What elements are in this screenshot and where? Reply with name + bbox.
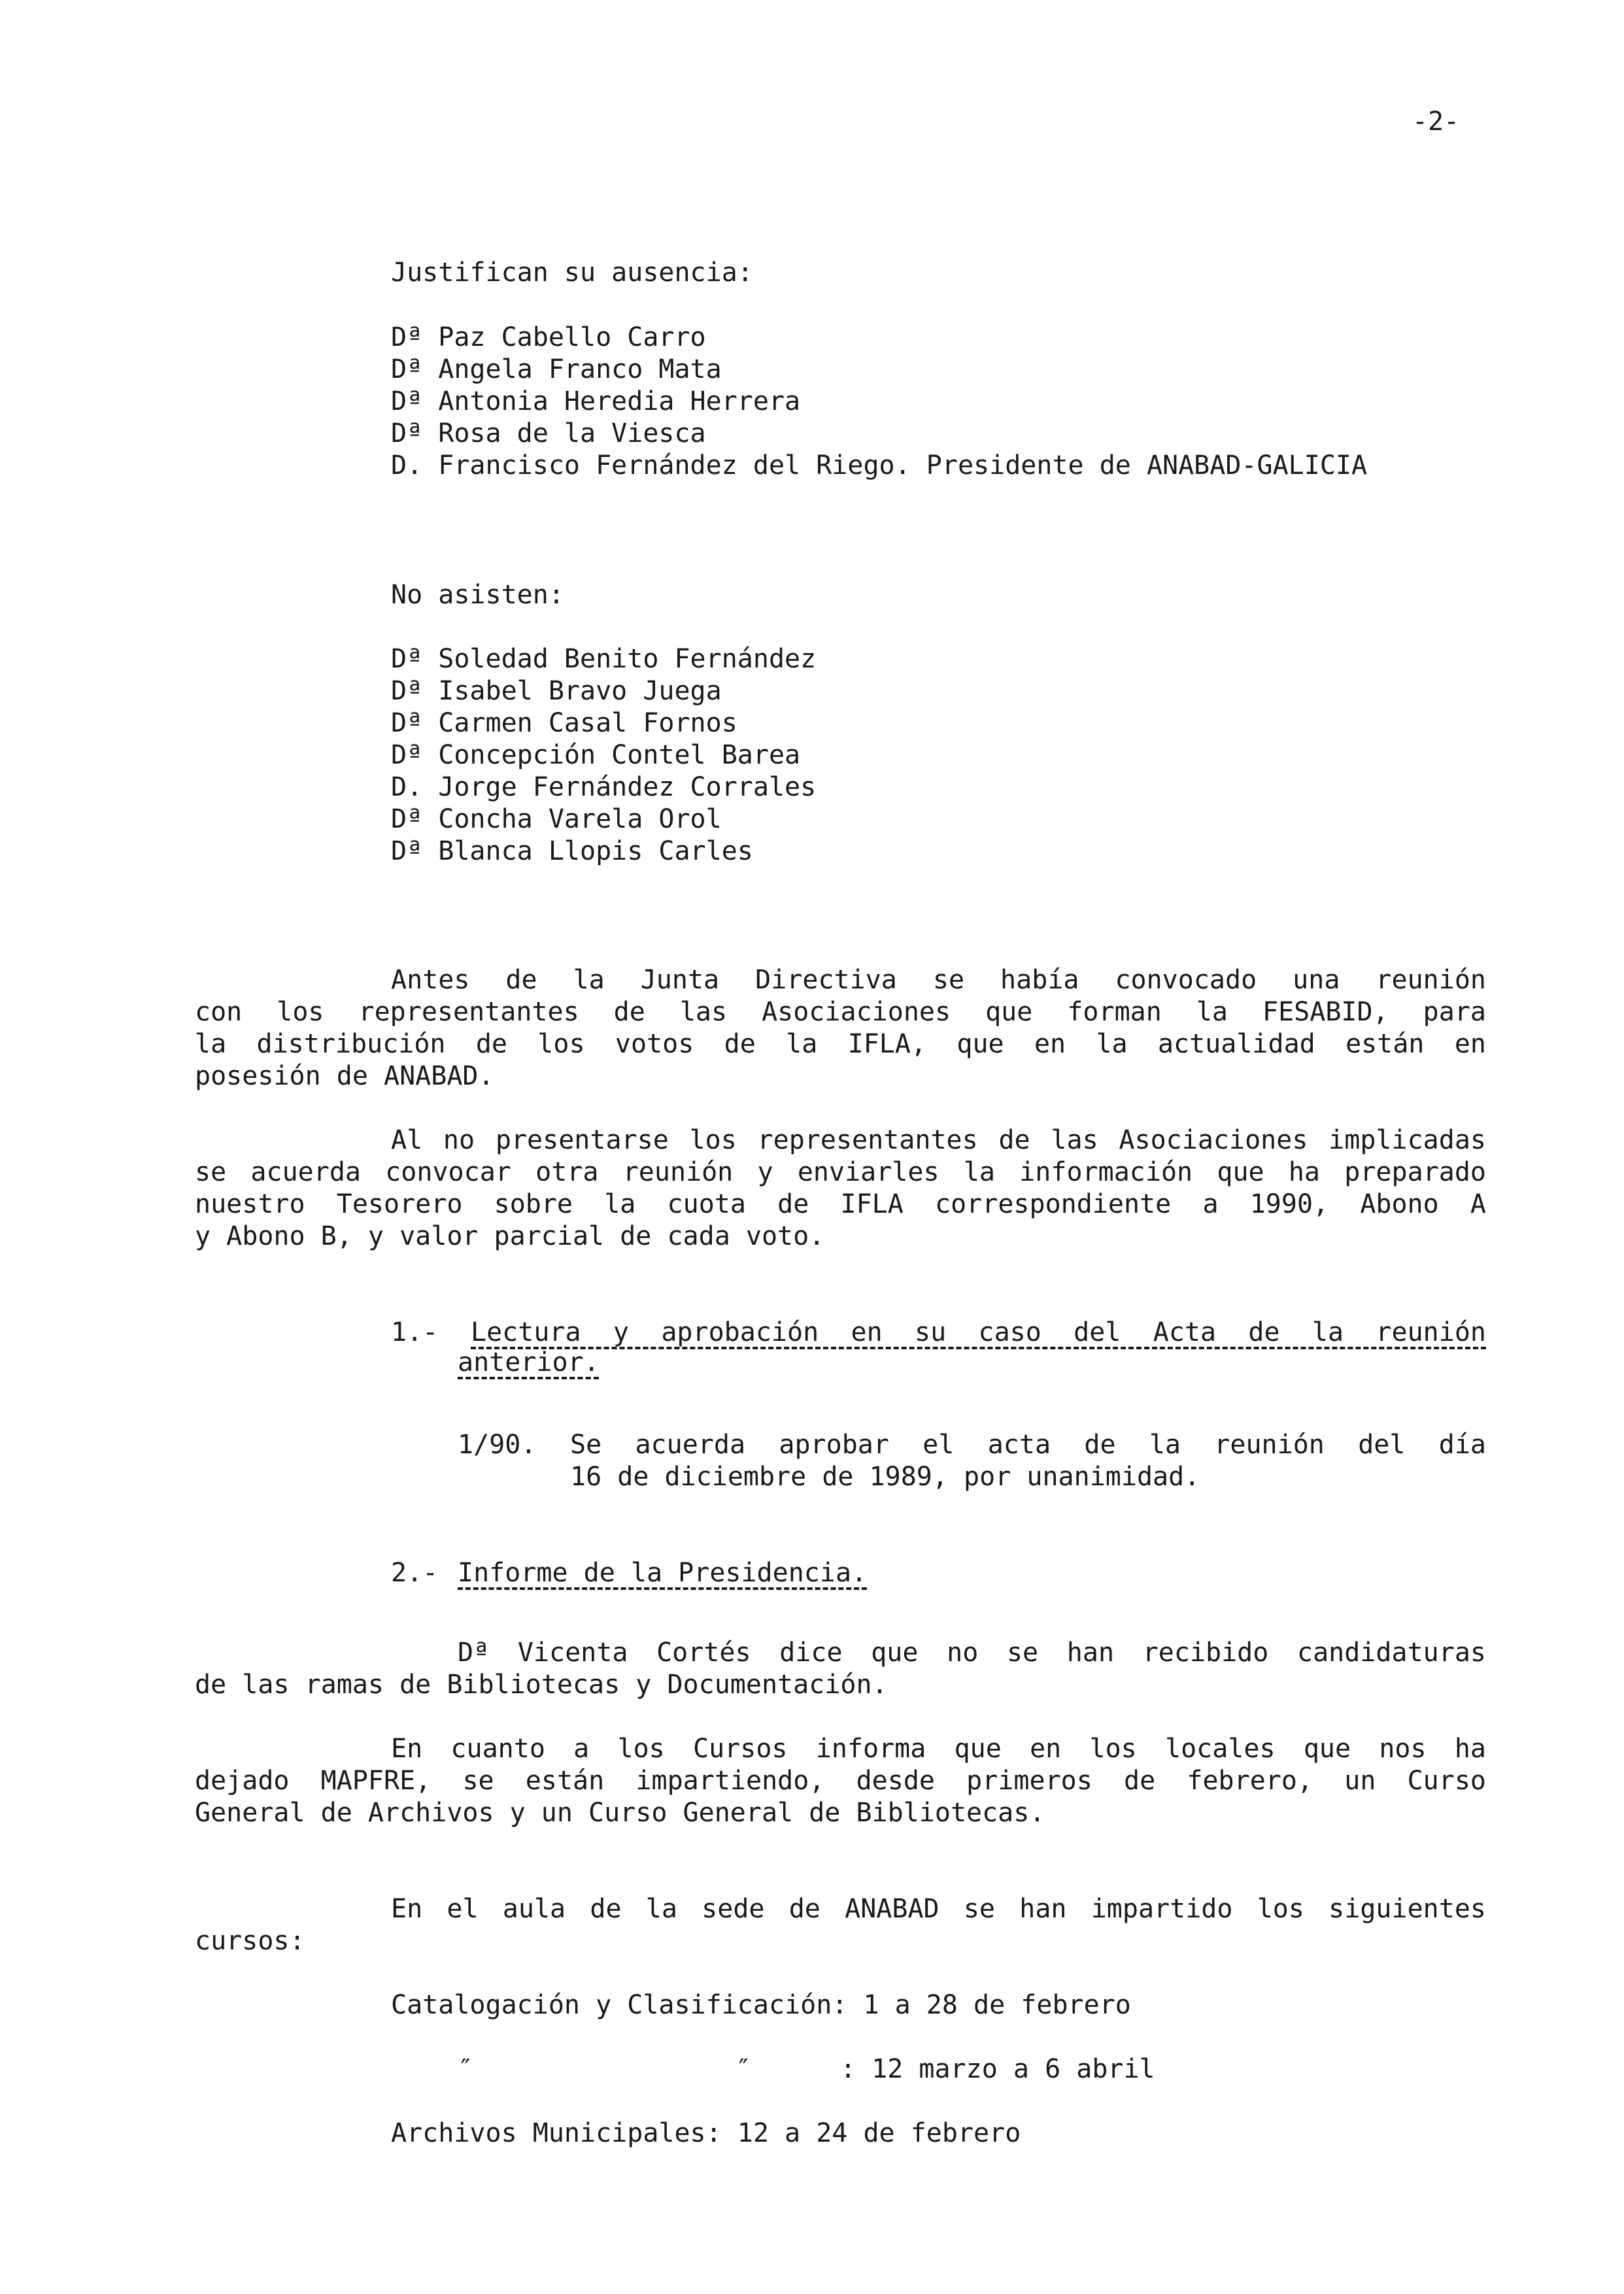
section-2-number: 2.- xyxy=(391,1558,439,1588)
list-item: Dª Concha Varela Orol xyxy=(391,804,722,834)
list-item: Dª Blanca Llopis Carles xyxy=(391,836,753,866)
paragraph-line: Antes de la Junta Directiva se había convocado una reunión xyxy=(391,965,1486,995)
list-item: D. Francisco Fernández del Riego. Presidente de ANABAD-GALICIA xyxy=(391,450,1368,481)
paragraph-line: se acuerda convocar otra reunión y enviarles la información que ha preparado xyxy=(195,1157,1486,1187)
paragraph-line: con los representantes de las Asociaciones que forman la FESABID, para xyxy=(195,997,1486,1027)
paragraph-line: Al no presentarse los representantes de las Asociaciones implicadas xyxy=(391,1125,1486,1155)
section-2-title: Informe de la Presidencia. xyxy=(458,1558,868,1588)
paragraph-line: cursos: xyxy=(195,1926,305,1956)
section-1-title-cont: anterior. xyxy=(458,1347,600,1377)
ditto-mark: ″ xyxy=(458,2054,474,2084)
paragraph-line: nuestro Tesorero sobre la cuota de IFLA correspondiente a 1990, Abono A xyxy=(195,1189,1486,1219)
course-item: Catalogación y Clasificación: 1 a 28 de febrero xyxy=(391,1990,1131,2020)
paragraph-line: dejado MAPFRE, se están impartiendo, desde primeros de febrero, un Curso xyxy=(195,1766,1486,1796)
list-item: Dª Paz Cabello Carro xyxy=(391,322,706,352)
list-item: D. Jorge Fernández Corrales xyxy=(391,772,817,802)
paragraph-line: de las ramas de Bibliotecas y Documentación. xyxy=(195,1670,888,1700)
paragraph-line: En el aula de la sede de ANABAD se han impartido los siguientes xyxy=(391,1894,1486,1924)
page-number: -2- xyxy=(1412,107,1460,137)
list-item: Dª Antonia Heredia Herrera xyxy=(391,386,801,416)
justify-heading: Justifican su ausencia: xyxy=(391,258,753,288)
list-item: Dª Isabel Bravo Juega xyxy=(391,676,722,706)
list-item: Dª Concepción Contel Barea xyxy=(391,740,801,770)
list-item: Dª Soledad Benito Fernández xyxy=(391,644,817,674)
section-1-title: Lectura y aprobación en su caso del Acta de la reunión xyxy=(471,1317,1486,1347)
list-item: Dª Angela Franco Mata xyxy=(391,354,722,384)
course-item: : 12 marzo a 6 abril xyxy=(840,2054,1155,2084)
paragraph-line: la distribución de los votos de la IFLA, que en la actualidad están en xyxy=(195,1029,1486,1059)
ditto-mark: ″ xyxy=(736,2054,752,2084)
paragraph-line: General de Archivos y un Curso General de Bibliotecas. xyxy=(195,1798,1045,1828)
paragraph-line: En cuanto a los Cursos informa que en los locales que nos ha xyxy=(391,1734,1486,1764)
agreement-text: Se acuerda aprobar el acta de la reunión del día xyxy=(570,1430,1486,1460)
agreement-text-cont: 16 de diciembre de 1989, por unanimidad. xyxy=(570,1462,1200,1492)
list-item: Dª Rosa de la Viesca xyxy=(391,418,706,448)
agreement-code: 1/90. xyxy=(458,1430,537,1460)
paragraph-line: y Abono B, y valor parcial de cada voto. xyxy=(195,1221,825,1251)
course-item: Archivos Municipales: 12 a 24 de febrero xyxy=(391,2118,1021,2148)
list-item: Dª Carmen Casal Fornos xyxy=(391,708,737,738)
paragraph-line: posesión de ANABAD. xyxy=(195,1061,494,1091)
paragraph-line: Dª Vicenta Cortés dice que no se han recibido candidaturas xyxy=(458,1638,1486,1668)
section-1-number: 1.- xyxy=(391,1317,439,1347)
absent-heading: No asisten: xyxy=(391,580,564,610)
